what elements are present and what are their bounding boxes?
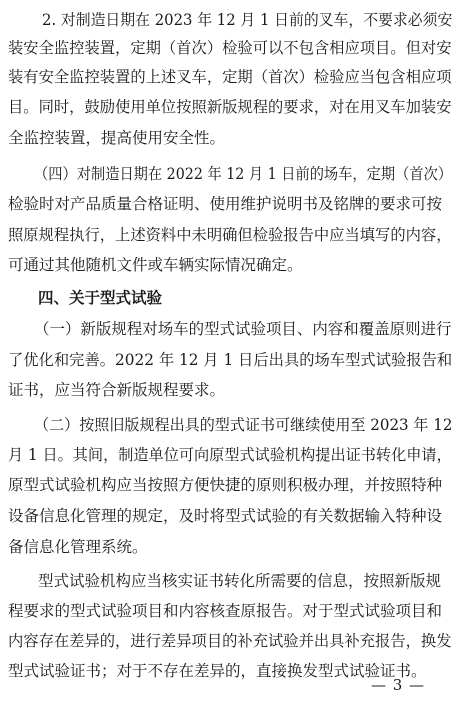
text-line — [0, 411, 461, 439]
text-line — [0, 251, 461, 279]
text-line-content: 检验时对产品质量合格证明、使用维护说明书及铭牌的要求可按 — [8, 195, 443, 213]
text-line-content: 装安全监控装置，定期（首次）检验可以不包含相应项目。但对安 — [8, 39, 452, 57]
text-line — [0, 627, 461, 655]
text-line — [0, 221, 461, 249]
text-line-content: 了优化和完善。2022 年 12 月 1 日后出具的场车型式试验报告和 — [8, 351, 453, 369]
text-line — [0, 597, 461, 625]
text-line-content: （四）对制造日期在 2022 年 12 月 1 日前的场车，定期（首次） — [34, 165, 453, 183]
text-line — [0, 471, 461, 499]
text-line-content: （二）按照旧版规程出具的型式证书可继续使用至 2023 年 12 — [34, 416, 453, 434]
text-line — [0, 346, 461, 374]
text-line-content: 型式试验机构应当核实证书转化所需要的信息，按照新版规 — [38, 572, 442, 590]
text-line-content: （一）新版规程对场车的型式试验项目、内容和覆盖原则进行 — [34, 320, 452, 338]
text-line-content: 原型式试验机构应当按照方便快捷的原则积极办理，并按照特种 — [8, 476, 443, 494]
section-heading — [0, 284, 461, 312]
text-line — [0, 533, 461, 561]
text-line-content: 全监控装置，提高使用安全性。 — [8, 129, 226, 147]
text-line-content: 内容存在差异的，进行差异项目的补充试验并出具补充报告，换发 — [8, 632, 452, 650]
text-line-content: 照原规程执行，上述资料中未明确但检验报告中应当填写的内容， — [8, 226, 452, 244]
text-line — [0, 441, 461, 469]
text-line — [0, 502, 461, 530]
text-line — [0, 6, 461, 34]
text-line-content: 证书，应当符合新版规程要求。 — [8, 381, 226, 399]
text-line — [0, 567, 461, 595]
page-number: — 3 — — [370, 676, 426, 694]
text-line-content: 月 1 日。其间，制造单位可向原型式试验机构提出证书转化申请， — [8, 446, 452, 464]
text-line — [0, 376, 461, 404]
text-line — [0, 190, 461, 218]
text-line-content: 程要求的型式试验项目和内容核查原报告。对于型式试验项目和 — [8, 602, 443, 620]
text-line-content: 目。同时，鼓励使用单位按照新版规程的要求，对在用叉车加装安 — [8, 98, 452, 116]
text-line — [0, 124, 461, 152]
text-line — [0, 160, 461, 188]
text-line-content: 备信息化管理系统。 — [8, 538, 148, 556]
text-line — [0, 63, 461, 91]
text-line — [0, 93, 461, 121]
text-line — [0, 315, 461, 343]
section-heading-text: 四、关于型式试验 — [38, 289, 163, 307]
text-line-content: 设备信息化管理的规定，及时将型式试验的有关数据输入特种设 — [8, 507, 443, 525]
text-line — [0, 34, 461, 62]
text-line-content: 装有安全监控装置的上述叉车，定期（首次）检验应当包含相应项 — [8, 68, 452, 86]
text-line-content: 型式试验证书；对于不存在差异的，直接换发型式试验证书。 — [8, 662, 427, 680]
text-line-content: 可通过其他随机文件或车辆实际情况确定。 — [8, 256, 303, 274]
text-line-content: 2. 对制造日期在 2023 年 12 月 1 日前的叉车，不要求必须安 — [42, 11, 453, 29]
